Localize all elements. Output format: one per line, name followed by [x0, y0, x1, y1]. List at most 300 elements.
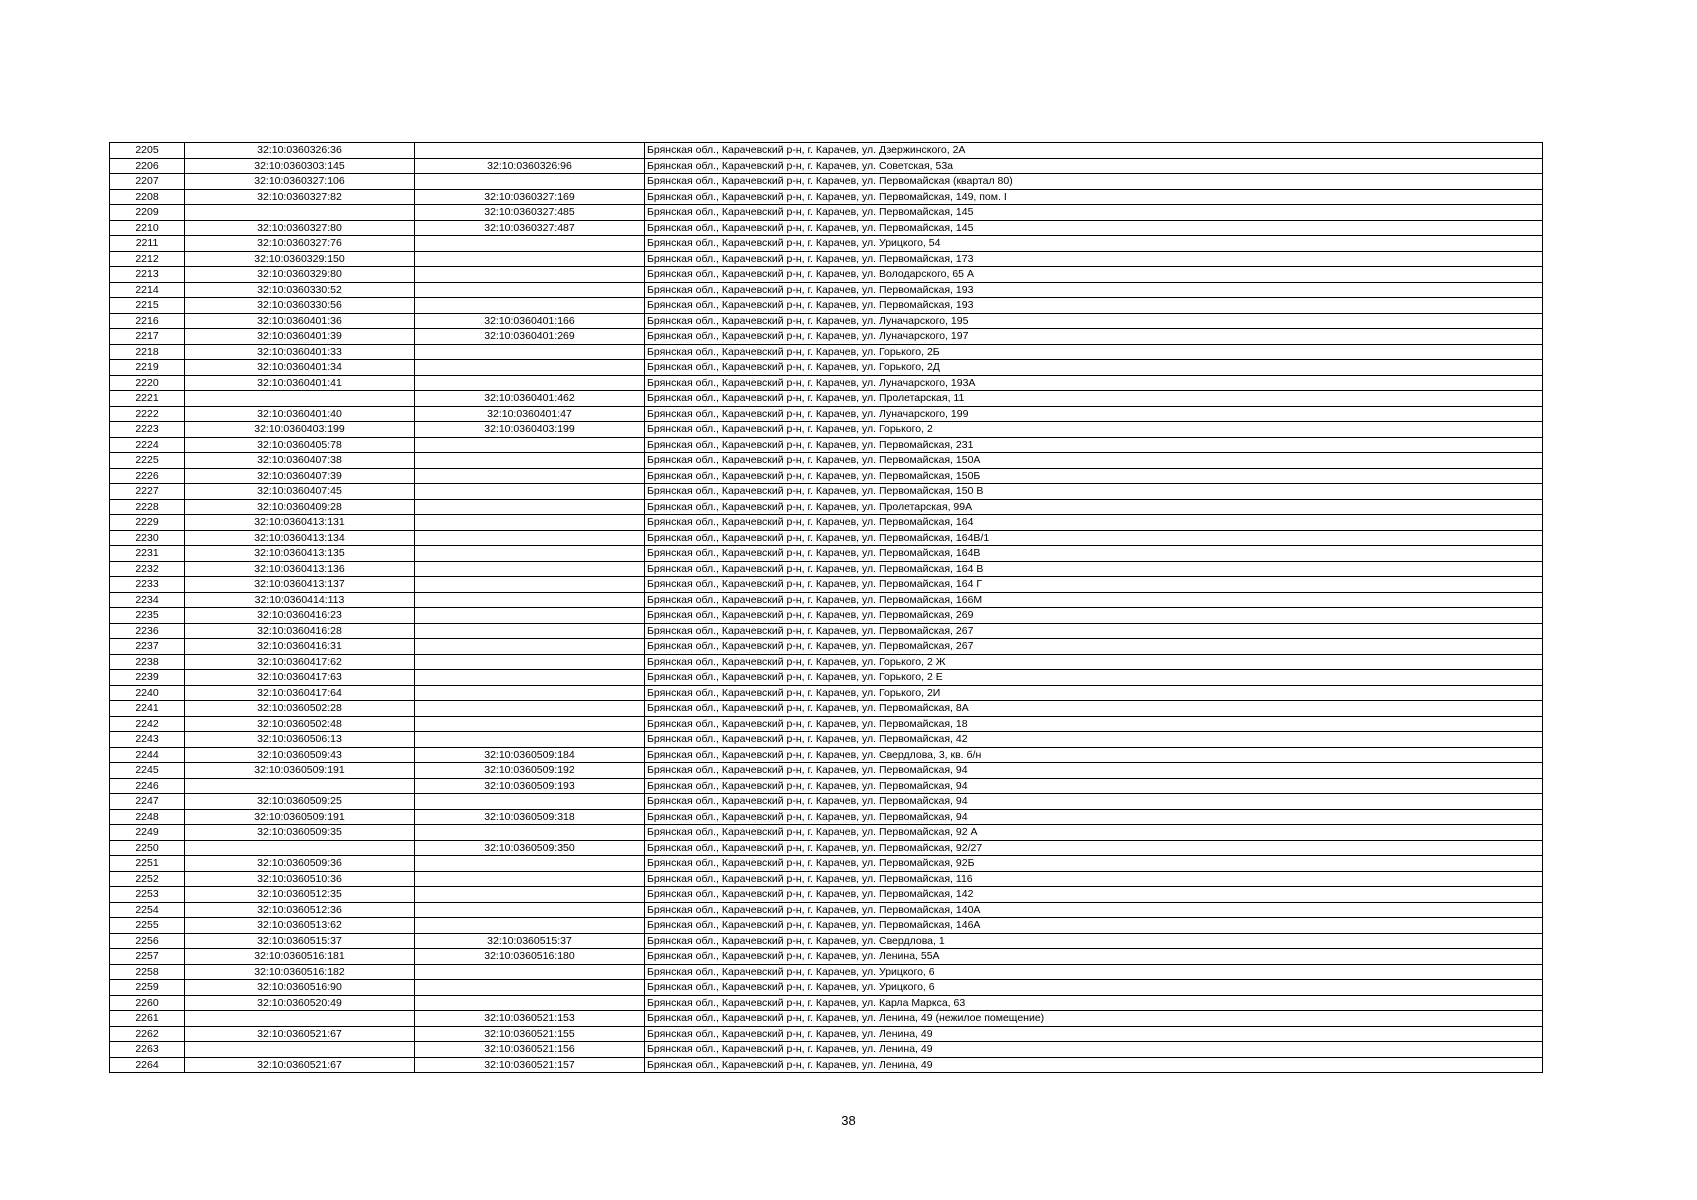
row-number-cell: 2246 — [110, 778, 185, 794]
object-cadastral-number-cell — [415, 608, 645, 624]
land-cadastral-number-cell: 32:10:0360417:62 — [185, 654, 415, 670]
land-cadastral-number-cell: 32:10:0360509:36 — [185, 856, 415, 872]
row-number-cell: 2213 — [110, 267, 185, 283]
address-cell: Брянская обл., Карачевский р-н, г. Карачев, ул. Первомайская, 150 В — [645, 484, 1543, 500]
land-cadastral-number-cell: 32:10:0360417:63 — [185, 670, 415, 686]
row-number-cell: 2264 — [110, 1057, 185, 1073]
object-cadastral-number-cell — [415, 577, 645, 593]
row-number-cell: 2254 — [110, 902, 185, 918]
object-cadastral-number-cell — [415, 344, 645, 360]
land-cadastral-number-cell: 32:10:0360506:13 — [185, 732, 415, 748]
address-cell: Брянская обл., Карачевский р-н, г. Карачев, ул. Первомайская, 94 — [645, 794, 1543, 810]
land-cadastral-number-cell: 32:10:0360329:150 — [185, 251, 415, 267]
land-cadastral-number-cell: 32:10:0360416:23 — [185, 608, 415, 624]
address-cell: Брянская обл., Карачевский р-н, г. Карачев, ул. Горького, 2 Е — [645, 670, 1543, 686]
address-cell: Брянская обл., Карачевский р-н, г. Карачев, ул. Дзержинского, 2А — [645, 143, 1543, 159]
row-number-cell: 2227 — [110, 484, 185, 500]
table-row — [110, 918, 1543, 934]
land-cadastral-number-cell: 32:10:0360401:41 — [185, 375, 415, 391]
row-number-cell: 2219 — [110, 360, 185, 376]
object-cadastral-number-cell: 32:10:0360521:157 — [415, 1057, 645, 1073]
address-cell: Брянская обл., Карачевский р-н, г. Карачев, ул. Первомайская, 269 — [645, 608, 1543, 624]
land-cadastral-number-cell: 32:10:0360407:38 — [185, 453, 415, 469]
row-number-cell: 2252 — [110, 871, 185, 887]
row-number-cell: 2243 — [110, 732, 185, 748]
address-cell: Брянская обл., Карачевский р-н, г. Карачев, ул. Первомайская, 150Б — [645, 468, 1543, 484]
land-cadastral-number-cell: 32:10:0360403:199 — [185, 422, 415, 438]
row-number-cell: 2236 — [110, 623, 185, 639]
address-cell: Брянская обл., Карачевский р-н, г. Карачев, ул. Первомайская, 116 — [645, 871, 1543, 887]
table-body — [110, 143, 1543, 1073]
row-number-cell: 2255 — [110, 918, 185, 934]
land-cadastral-number-cell: 32:10:0360509:25 — [185, 794, 415, 810]
address-cell: Брянская обл., Карачевский р-н, г. Карачев, ул. Первомайская, 149, пом. I — [645, 189, 1543, 205]
land-cadastral-number-cell: 32:10:0360413:134 — [185, 530, 415, 546]
table-row — [110, 251, 1543, 267]
row-number-cell: 2253 — [110, 887, 185, 903]
object-cadastral-number-cell — [415, 794, 645, 810]
land-cadastral-number-cell: 32:10:0360409:28 — [185, 499, 415, 515]
object-cadastral-number-cell — [415, 980, 645, 996]
row-number-cell: 2244 — [110, 747, 185, 763]
table-row — [110, 406, 1543, 422]
row-number-cell: 2229 — [110, 515, 185, 531]
land-cadastral-number-cell: 32:10:0360327:106 — [185, 174, 415, 190]
table-row — [110, 220, 1543, 236]
row-number-cell: 2237 — [110, 639, 185, 655]
row-number-cell: 2217 — [110, 329, 185, 345]
object-cadastral-number-cell — [415, 871, 645, 887]
table-row — [110, 732, 1543, 748]
object-cadastral-number-cell — [415, 174, 645, 190]
object-cadastral-number-cell — [415, 468, 645, 484]
address-cell: Брянская обл., Карачевский р-н, г. Карачев, ул. Урицкого, 6 — [645, 980, 1543, 996]
address-cell: Брянская обл., Карачевский р-н, г. Карачев, ул. Первомайская, 94 — [645, 809, 1543, 825]
row-number-cell: 2250 — [110, 840, 185, 856]
table-row — [110, 871, 1543, 887]
table-row — [110, 484, 1543, 500]
table-row — [110, 453, 1543, 469]
land-cadastral-number-cell: 32:10:0360509:191 — [185, 763, 415, 779]
land-cadastral-number-cell: 32:10:0360401:39 — [185, 329, 415, 345]
row-number-cell: 2221 — [110, 391, 185, 407]
address-cell: Брянская обл., Карачевский р-н, г. Карачев, ул. Урицкого, 6 — [645, 964, 1543, 980]
object-cadastral-number-cell: 32:10:0360401:462 — [415, 391, 645, 407]
land-cadastral-number-cell: 32:10:0360407:45 — [185, 484, 415, 500]
land-cadastral-number-cell: 32:10:0360509:43 — [185, 747, 415, 763]
table-row — [110, 577, 1543, 593]
table-row — [110, 840, 1543, 856]
land-cadastral-number-cell: 32:10:0360417:64 — [185, 685, 415, 701]
table-row — [110, 592, 1543, 608]
land-cadastral-number-cell: 32:10:0360413:136 — [185, 561, 415, 577]
land-cadastral-number-cell: 32:10:0360327:76 — [185, 236, 415, 252]
row-number-cell: 2245 — [110, 763, 185, 779]
object-cadastral-number-cell — [415, 360, 645, 376]
address-cell: Брянская обл., Карачевский р-н, г. Карачев, ул. Первомайская, 92/27 — [645, 840, 1543, 856]
table-row — [110, 763, 1543, 779]
address-cell: Брянская обл., Карачевский р-н, г. Карачев, ул. Первомайская, 267 — [645, 623, 1543, 639]
table-row — [110, 639, 1543, 655]
row-number-cell: 2210 — [110, 220, 185, 236]
table-row — [110, 902, 1543, 918]
table-row — [110, 825, 1543, 841]
land-cadastral-number-cell: 32:10:0360326:36 — [185, 143, 415, 159]
land-cadastral-number-cell: 32:10:0360401:34 — [185, 360, 415, 376]
land-cadastral-number-cell: 32:10:0360521:67 — [185, 1057, 415, 1073]
land-cadastral-number-cell: 32:10:0360516:90 — [185, 980, 415, 996]
table-row — [110, 964, 1543, 980]
row-number-cell: 2226 — [110, 468, 185, 484]
address-cell: Брянская обл., Карачевский р-н, г. Карачев, ул. Первомайская, 231 — [645, 437, 1543, 453]
address-cell: Брянская обл., Карачевский р-н, г. Карачев, ул. Первомайская, 164В — [645, 546, 1543, 562]
land-cadastral-number-cell: 32:10:0360405:78 — [185, 437, 415, 453]
table-row — [110, 437, 1543, 453]
table-row — [110, 189, 1543, 205]
row-number-cell: 2248 — [110, 809, 185, 825]
table-row — [110, 313, 1543, 329]
object-cadastral-number-cell: 32:10:0360509:193 — [415, 778, 645, 794]
address-cell: Брянская обл., Карачевский р-н, г. Карачев, ул. Первомайская, 140А — [645, 902, 1543, 918]
object-cadastral-number-cell: 32:10:0360401:269 — [415, 329, 645, 345]
object-cadastral-number-cell — [415, 825, 645, 841]
row-number-cell: 2238 — [110, 654, 185, 670]
table-row — [110, 205, 1543, 221]
land-cadastral-number-cell: 32:10:0360330:56 — [185, 298, 415, 314]
object-cadastral-number-cell: 32:10:0360326:96 — [415, 158, 645, 174]
object-cadastral-number-cell — [415, 856, 645, 872]
row-number-cell: 2214 — [110, 282, 185, 298]
table-row — [110, 995, 1543, 1011]
object-cadastral-number-cell — [415, 716, 645, 732]
address-cell: Брянская обл., Карачевский р-н, г. Карачев, ул. Первомайская, 94 — [645, 763, 1543, 779]
row-number-cell: 2240 — [110, 685, 185, 701]
table-row — [110, 1042, 1543, 1058]
object-cadastral-number-cell — [415, 236, 645, 252]
land-cadastral-number-cell: 32:10:0360401:36 — [185, 313, 415, 329]
address-cell: Брянская обл., Карачевский р-н, г. Карачев, ул. Первомайская, 92 А — [645, 825, 1543, 841]
object-cadastral-number-cell — [415, 685, 645, 701]
address-cell: Брянская обл., Карачевский р-н, г. Карачев, ул. Пролетарская, 11 — [645, 391, 1543, 407]
row-number-cell: 2232 — [110, 561, 185, 577]
address-cell: Брянская обл., Карачевский р-н, г. Карачев, ул. Горького, 2Д — [645, 360, 1543, 376]
address-cell: Брянская обл., Карачевский р-н, г. Карачев, ул. Горького, 2Б — [645, 344, 1543, 360]
object-cadastral-number-cell: 32:10:0360401:47 — [415, 406, 645, 422]
table-row — [110, 422, 1543, 438]
object-cadastral-number-cell — [415, 282, 645, 298]
land-cadastral-number-cell — [185, 205, 415, 221]
address-cell: Брянская обл., Карачевский р-н, г. Карачев, ул. Первомайская, 8А — [645, 701, 1543, 717]
object-cadastral-number-cell — [415, 515, 645, 531]
row-number-cell: 2209 — [110, 205, 185, 221]
page-number: 38 — [841, 1113, 856, 1128]
object-cadastral-number-cell: 32:10:0360515:37 — [415, 933, 645, 949]
address-cell: Брянская обл., Карачевский р-н, г. Карачев, ул. Первомайская, 166М — [645, 592, 1543, 608]
row-number-cell: 2249 — [110, 825, 185, 841]
object-cadastral-number-cell: 32:10:0360516:180 — [415, 949, 645, 965]
land-cadastral-number-cell: 32:10:0360516:181 — [185, 949, 415, 965]
object-cadastral-number-cell — [415, 437, 645, 453]
land-cadastral-number-cell: 32:10:0360515:37 — [185, 933, 415, 949]
table-row — [110, 654, 1543, 670]
address-cell: Брянская обл., Карачевский р-н, г. Карачев, ул. Первомайская (квартал 80) — [645, 174, 1543, 190]
address-cell: Брянская обл., Карачевский р-н, г. Карачев, ул. Первомайская, 193 — [645, 298, 1543, 314]
object-cadastral-number-cell — [415, 298, 645, 314]
row-number-cell: 2258 — [110, 964, 185, 980]
address-cell: Брянская обл., Карачевский р-н, г. Карачев, ул. Луначарского, 197 — [645, 329, 1543, 345]
object-cadastral-number-cell — [415, 453, 645, 469]
land-cadastral-number-cell: 32:10:0360329:80 — [185, 267, 415, 283]
object-cadastral-number-cell — [415, 887, 645, 903]
table-row — [110, 887, 1543, 903]
land-cadastral-number-cell: 32:10:0360401:40 — [185, 406, 415, 422]
row-number-cell: 2224 — [110, 437, 185, 453]
address-cell: Брянская обл., Карачевский р-н, г. Карачев, ул. Первомайская, 92Б — [645, 856, 1543, 872]
address-cell: Брянская обл., Карачевский р-н, г. Карачев, ул. Ленина, 49 — [645, 1026, 1543, 1042]
row-number-cell: 2208 — [110, 189, 185, 205]
land-cadastral-number-cell: 32:10:0360509:35 — [185, 825, 415, 841]
object-cadastral-number-cell: 32:10:0360521:156 — [415, 1042, 645, 1058]
object-cadastral-number-cell — [415, 623, 645, 639]
object-cadastral-number-cell: 32:10:0360327:169 — [415, 189, 645, 205]
land-cadastral-number-cell: 32:10:0360520:49 — [185, 995, 415, 1011]
address-cell: Брянская обл., Карачевский р-н, г. Карачев, ул. Первомайская, 193 — [645, 282, 1543, 298]
table-row — [110, 608, 1543, 624]
object-cadastral-number-cell: 32:10:0360509:350 — [415, 840, 645, 856]
table-row — [110, 809, 1543, 825]
address-cell: Брянская обл., Карачевский р-н, г. Карачев, ул. Луначарского, 195 — [645, 313, 1543, 329]
land-cadastral-number-cell: 32:10:0360512:35 — [185, 887, 415, 903]
object-cadastral-number-cell: 32:10:0360509:318 — [415, 809, 645, 825]
object-cadastral-number-cell — [415, 918, 645, 934]
table-row — [110, 468, 1543, 484]
row-number-cell: 2256 — [110, 933, 185, 949]
table-row — [110, 499, 1543, 515]
row-number-cell: 2211 — [110, 236, 185, 252]
address-cell: Брянская обл., Карачевский р-н, г. Карачев, ул. Первомайская, 42 — [645, 732, 1543, 748]
table-row — [110, 949, 1543, 965]
row-number-cell: 2215 — [110, 298, 185, 314]
object-cadastral-number-cell — [415, 639, 645, 655]
object-cadastral-number-cell — [415, 995, 645, 1011]
row-number-cell: 2206 — [110, 158, 185, 174]
row-number-cell: 2242 — [110, 716, 185, 732]
land-cadastral-number-cell — [185, 1042, 415, 1058]
row-number-cell: 2222 — [110, 406, 185, 422]
object-cadastral-number-cell: 32:10:0360521:153 — [415, 1011, 645, 1027]
address-cell: Брянская обл., Карачевский р-н, г. Карачев, ул. Первомайская, 145 — [645, 220, 1543, 236]
land-cadastral-number-cell — [185, 1011, 415, 1027]
object-cadastral-number-cell: 32:10:0360401:166 — [415, 313, 645, 329]
table-row — [110, 701, 1543, 717]
table-row — [110, 933, 1543, 949]
object-cadastral-number-cell — [415, 561, 645, 577]
row-number-cell: 2260 — [110, 995, 185, 1011]
row-number-cell: 2205 — [110, 143, 185, 159]
table-row — [110, 530, 1543, 546]
land-cadastral-number-cell: 32:10:0360303:145 — [185, 158, 415, 174]
land-cadastral-number-cell: 32:10:0360416:31 — [185, 639, 415, 655]
table-row — [110, 670, 1543, 686]
object-cadastral-number-cell — [415, 654, 645, 670]
land-cadastral-number-cell: 32:10:0360327:82 — [185, 189, 415, 205]
land-cadastral-number-cell — [185, 840, 415, 856]
address-cell: Брянская обл., Карачевский р-н, г. Карачев, ул. Горького, 2И — [645, 685, 1543, 701]
land-cadastral-number-cell: 32:10:0360516:182 — [185, 964, 415, 980]
address-cell: Брянская обл., Карачевский р-н, г. Карачев, ул. Луначарского, 199 — [645, 406, 1543, 422]
object-cadastral-number-cell: 32:10:0360509:192 — [415, 763, 645, 779]
land-cadastral-number-cell: 32:10:0360401:33 — [185, 344, 415, 360]
object-cadastral-number-cell — [415, 546, 645, 562]
row-number-cell: 2247 — [110, 794, 185, 810]
table-row — [110, 158, 1543, 174]
object-cadastral-number-cell: 32:10:0360327:485 — [415, 205, 645, 221]
row-number-cell: 2262 — [110, 1026, 185, 1042]
row-number-cell: 2216 — [110, 313, 185, 329]
table-row — [110, 344, 1543, 360]
land-cadastral-number-cell: 32:10:0360413:137 — [185, 577, 415, 593]
row-number-cell: 2251 — [110, 856, 185, 872]
land-cadastral-number-cell: 32:10:0360502:28 — [185, 701, 415, 717]
address-cell: Брянская обл., Карачевский р-н, г. Карачев, ул. Первомайская, 164 Г — [645, 577, 1543, 593]
table-row — [110, 375, 1543, 391]
land-cadastral-number-cell: 32:10:0360413:135 — [185, 546, 415, 562]
land-cadastral-number-cell: 32:10:0360407:39 — [185, 468, 415, 484]
address-cell: Брянская обл., Карачевский р-н, г. Карачев, ул. Первомайская, 267 — [645, 639, 1543, 655]
address-cell: Брянская обл., Карачевский р-н, г. Карачев, ул. Первомайская, 150А — [645, 453, 1543, 469]
table-row — [110, 980, 1543, 996]
address-cell: Брянская обл., Карачевский р-н, г. Карачев, ул. Володарского, 65 А — [645, 267, 1543, 283]
table-row — [110, 561, 1543, 577]
land-cadastral-number-cell: 32:10:0360513:62 — [185, 918, 415, 934]
table-row — [110, 515, 1543, 531]
address-cell: Брянская обл., Карачевский р-н, г. Карачев, ул. Первомайская, 94 — [645, 778, 1543, 794]
table-row — [110, 623, 1543, 639]
address-cell: Брянская обл., Карачевский р-н, г. Карачев, ул. Горького, 2 Ж — [645, 654, 1543, 670]
address-cell: Брянская обл., Карачевский р-н, г. Карачев, ул. Ленина, 55А — [645, 949, 1543, 965]
address-cell: Брянская обл., Карачевский р-н, г. Карачев, ул. Урицкого, 54 — [645, 236, 1543, 252]
table-row — [110, 685, 1543, 701]
address-cell: Брянская обл., Карачевский р-н, г. Карачев, ул. Свердлова, 1 — [645, 933, 1543, 949]
table-row — [110, 174, 1543, 190]
row-number-cell: 2259 — [110, 980, 185, 996]
row-number-cell: 2231 — [110, 546, 185, 562]
table-row — [110, 778, 1543, 794]
table-row — [110, 794, 1543, 810]
row-number-cell: 2230 — [110, 530, 185, 546]
object-cadastral-number-cell — [415, 143, 645, 159]
land-cadastral-number-cell: 32:10:0360521:67 — [185, 1026, 415, 1042]
table-row — [110, 716, 1543, 732]
land-cadastral-number-cell: 32:10:0360510:36 — [185, 871, 415, 887]
table-row — [110, 391, 1543, 407]
row-number-cell: 2220 — [110, 375, 185, 391]
object-cadastral-number-cell — [415, 592, 645, 608]
row-number-cell: 2239 — [110, 670, 185, 686]
table-row — [110, 360, 1543, 376]
row-number-cell: 2261 — [110, 1011, 185, 1027]
object-cadastral-number-cell — [415, 732, 645, 748]
address-cell: Брянская обл., Карачевский р-н, г. Карачев, ул. Ленина, 49 (нежилое помещение) — [645, 1011, 1543, 1027]
object-cadastral-number-cell — [415, 484, 645, 500]
object-cadastral-number-cell — [415, 251, 645, 267]
address-cell: Брянская обл., Карачевский р-н, г. Карачев, ул. Первомайская, 164 — [645, 515, 1543, 531]
table-row — [110, 1011, 1543, 1027]
land-cadastral-number-cell: 32:10:0360512:36 — [185, 902, 415, 918]
address-cell: Брянская обл., Карачевский р-н, г. Карачев, ул. Ленина, 49 — [645, 1057, 1543, 1073]
object-cadastral-number-cell — [415, 902, 645, 918]
object-cadastral-number-cell — [415, 499, 645, 515]
address-cell: Брянская обл., Карачевский р-н, г. Карачев, ул. Пролетарская, 99А — [645, 499, 1543, 515]
object-cadastral-number-cell — [415, 530, 645, 546]
object-cadastral-number-cell — [415, 267, 645, 283]
address-cell: Брянская обл., Карачевский р-н, г. Карачев, ул. Горького, 2 — [645, 422, 1543, 438]
address-cell: Брянская обл., Карачевский р-н, г. Карачев, ул. Луначарского, 193А — [645, 375, 1543, 391]
table-row — [110, 143, 1543, 159]
address-cell: Брянская обл., Карачевский р-н, г. Карачев, ул. Карла Маркса, 63 — [645, 995, 1543, 1011]
land-cadastral-number-cell — [185, 778, 415, 794]
land-cadastral-number-cell: 32:10:0360413:131 — [185, 515, 415, 531]
address-cell: Брянская обл., Карачевский р-н, г. Карачев, ул. Первомайская, 164В/1 — [645, 530, 1543, 546]
address-cell: Брянская обл., Карачевский р-н, г. Карачев, ул. Первомайская, 146А — [645, 918, 1543, 934]
table-row — [110, 1057, 1543, 1073]
row-number-cell: 2233 — [110, 577, 185, 593]
address-cell: Брянская обл., Карачевский р-н, г. Карачев, ул. Первомайская, 145 — [645, 205, 1543, 221]
address-cell: Брянская обл., Карачевский р-н, г. Карачев, ул. Советская, 53а — [645, 158, 1543, 174]
land-cadastral-number-cell: 32:10:0360330:52 — [185, 282, 415, 298]
table-row — [110, 856, 1543, 872]
row-number-cell: 2228 — [110, 499, 185, 515]
table-row — [110, 267, 1543, 283]
address-cell: Брянская обл., Карачевский р-н, г. Карачев, ул. Первомайская, 18 — [645, 716, 1543, 732]
table-row — [110, 1026, 1543, 1042]
address-cell: Брянская обл., Карачевский р-н, г. Карачев, ул. Первомайская, 164 В — [645, 561, 1543, 577]
row-number-cell: 2218 — [110, 344, 185, 360]
object-cadastral-number-cell: 32:10:0360327:487 — [415, 220, 645, 236]
object-cadastral-number-cell — [415, 670, 645, 686]
table-row — [110, 282, 1543, 298]
table-row — [110, 329, 1543, 345]
object-cadastral-number-cell: 32:10:0360509:184 — [415, 747, 645, 763]
object-cadastral-number-cell: 32:10:0360403:199 — [415, 422, 645, 438]
row-number-cell: 2223 — [110, 422, 185, 438]
land-cadastral-number-cell — [185, 391, 415, 407]
row-number-cell: 2257 — [110, 949, 185, 965]
row-number-cell: 2234 — [110, 592, 185, 608]
row-number-cell: 2207 — [110, 174, 185, 190]
property-registry-table — [109, 142, 1543, 1073]
object-cadastral-number-cell — [415, 375, 645, 391]
table-row — [110, 747, 1543, 763]
object-cadastral-number-cell — [415, 701, 645, 717]
address-cell: Брянская обл., Карачевский р-н, г. Карачев, ул. Свердлова, 3, кв. б/н — [645, 747, 1543, 763]
land-cadastral-number-cell: 32:10:0360502:48 — [185, 716, 415, 732]
row-number-cell: 2225 — [110, 453, 185, 469]
land-cadastral-number-cell: 32:10:0360416:28 — [185, 623, 415, 639]
object-cadastral-number-cell: 32:10:0360521:155 — [415, 1026, 645, 1042]
row-number-cell: 2263 — [110, 1042, 185, 1058]
table-row — [110, 298, 1543, 314]
row-number-cell: 2241 — [110, 701, 185, 717]
row-number-cell: 2212 — [110, 251, 185, 267]
address-cell: Брянская обл., Карачевский р-н, г. Карачев, ул. Первомайская, 142 — [645, 887, 1543, 903]
address-cell: Брянская обл., Карачевский р-н, г. Карачев, ул. Ленина, 49 — [645, 1042, 1543, 1058]
table-row — [110, 236, 1543, 252]
table-row — [110, 546, 1543, 562]
land-cadastral-number-cell: 32:10:0360414:113 — [185, 592, 415, 608]
address-cell: Брянская обл., Карачевский р-н, г. Карачев, ул. Первомайская, 173 — [645, 251, 1543, 267]
land-cadastral-number-cell: 32:10:0360327:80 — [185, 220, 415, 236]
